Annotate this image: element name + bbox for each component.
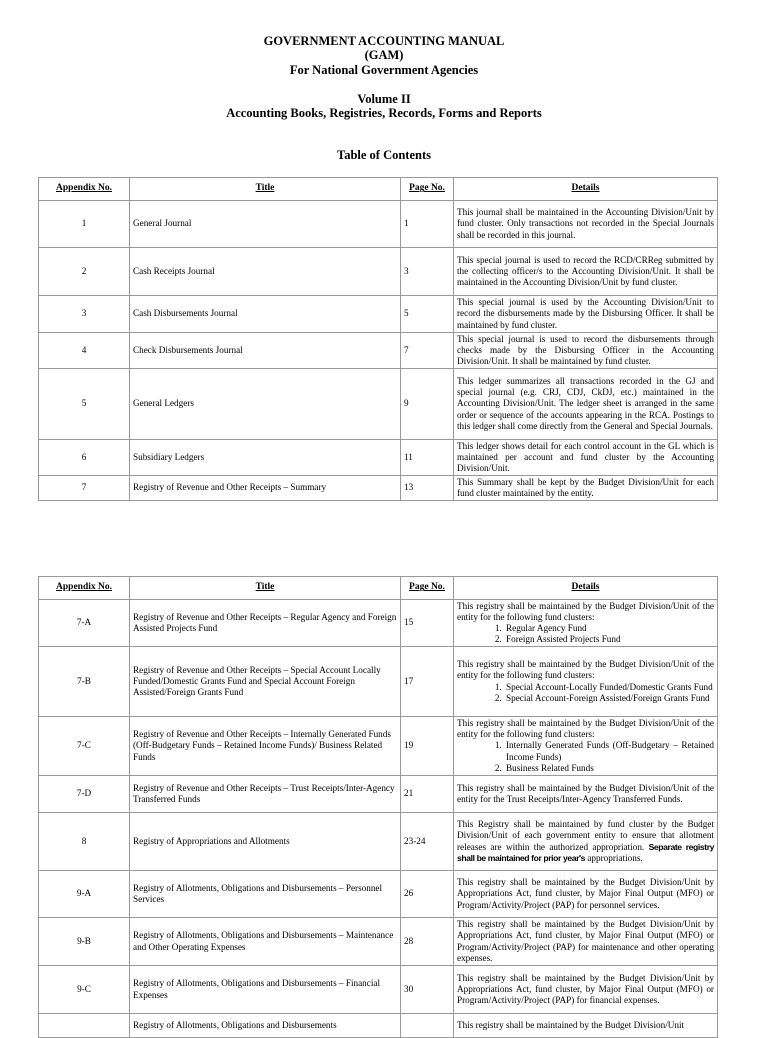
details-text: This registry shall be maintained by the Budget Division/Unit of the entity for the following fund clusters: [457, 659, 714, 681]
table-row [39, 476, 718, 501]
details-text: This registry shall be maintained by the Budget Division/Unit of the entity for the following fund clusters: [457, 717, 714, 740]
details-note: Separate registry shall be maintained for prior year's [457, 841, 715, 863]
fund-cluster-list [457, 623, 714, 645]
appendix-no: 7-C [39, 717, 130, 776]
entry-details: This ledger summarizes all transactions recorded in the GJ and special journal (e.g. CRJ, CDJ, CkDJ, etc.) maintained in the Accounting Division/Unit. The ledger sheet is arranged in the same order or sequence of the accounts appearing in the RCA. Postings to this ledger shall come directly from the General and Special Journals. [454, 369, 718, 440]
manual-abbreviation: (GAM) [364, 48, 404, 62]
list-item: 2. Business Related Funds [504, 763, 714, 774]
table-row [39, 918, 718, 966]
page-no: 15 [401, 600, 454, 647]
entry-title: Subsidiary Ledgers [130, 440, 401, 476]
entry-details [454, 813, 718, 871]
appendix-no: 7-A [39, 600, 130, 647]
entry-title: Registry of Allotments, Obligations and Disbursements – Personnel Services [130, 871, 401, 918]
page-no: 9 [401, 369, 454, 440]
table-row [39, 440, 718, 476]
page-no: 3 [401, 248, 454, 296]
col-header-title: Title [130, 178, 401, 201]
col-header-appendix: Appendix No. [39, 577, 130, 600]
appendix-no: 8 [39, 813, 130, 871]
page-no: 30 [401, 966, 454, 1014]
col-header-page: Page No. [401, 178, 454, 201]
entry-title: Registry of Revenue and Other Receipts – Internally Generated Funds (Off-Budgetary Funds – Retained Income Funds)/ Business Related Funds [130, 717, 401, 776]
list-item: 1. Internally Generated Funds (Off-Budgetary – Retained Income Funds) [504, 740, 714, 762]
details-text: This Registry shall be maintained by fund cluster by the Budget Division/Unit of each government entity to ensure that allotment releases are within the authorized appropriation. [457, 819, 714, 852]
entry-title: Registry of Allotments, Obligations and Disbursements – Maintenance and Other Operating Expenses [130, 918, 401, 966]
table-header-row [39, 577, 718, 600]
table-row [39, 248, 718, 296]
table-row [39, 776, 718, 813]
entry-title: Cash Disbursements Journal [130, 296, 401, 333]
volume-subtitle: Accounting Books, Registries, Records, Forms and Reports [226, 106, 542, 120]
details-text: This registry shall be maintained by the Budget Division/Unit of the entity for the following fund clusters: [457, 600, 714, 622]
entry-title: Registry of Revenue and Other Receipts – Special Account Locally Funded/Domestic Grants Fund and Special Account Foreign Assisted/Foreign Grants Fund [130, 647, 401, 717]
entry-details: This registry shall be maintained by the Budget Division/Unit [454, 1014, 718, 1038]
table-row [39, 201, 718, 248]
entry-details: This journal shall be maintained in the Accounting Division/Unit by fund cluster. Only transactions not recorded in the Special Journals shall be recorded in this journal. [454, 201, 718, 248]
appendix-no: 2 [39, 248, 130, 296]
page-no: 17 [401, 647, 454, 717]
page-no: 23-24 [401, 813, 454, 871]
entry-details [454, 647, 718, 717]
page-no [401, 1014, 454, 1038]
entry-details: This special journal is used by the Accounting Division/Unit to record the disbursements made by the Disbursing Officer. It shall be maintained by fund cluster. [454, 296, 718, 333]
entry-details [454, 717, 718, 776]
list-item: 1. Special Account-Locally Funded/Domestic Grants Fund [504, 682, 714, 693]
toc-title: Table of Contents [337, 148, 431, 162]
entry-title: Registry of Allotments, Obligations and Disbursements [130, 1014, 401, 1038]
col-header-page: Page No. [401, 577, 454, 600]
entry-details: This ledger shows detail for each control account in the GL which is maintained per account and fund cluster by the Accounting Division/Unit. [454, 440, 718, 476]
details-tail: appropriations. [587, 852, 643, 863]
appendix-no: 9-B [39, 918, 130, 966]
appendix-no: 9-A [39, 871, 130, 918]
appendix-no: 7-D [39, 776, 130, 813]
fund-cluster-list [457, 682, 714, 704]
table-row [39, 369, 718, 440]
entry-details: This registry shall be maintained by the Budget Division/Unit by Appropriations Act, fund cluster, by Major Final Output (MFO) or Program/Activity/Project (PAP) for financial expenses. [454, 966, 718, 1014]
entry-details: This registry shall be maintained by the Budget Division/Unit by Appropriations Act, fund cluster, by Major Final Output (MFO) or Program/Activity/Project (PAP) for personnel services. [454, 871, 718, 918]
page-no: 19 [401, 717, 454, 776]
page-no: 1 [401, 201, 454, 248]
col-header-details: Details [454, 178, 718, 201]
list-item: 1. Regular Agency Fund [504, 623, 714, 634]
entry-title: Registry of Revenue and Other Receipts – Regular Agency and Foreign Assisted Projects Fund [130, 600, 401, 647]
entry-details [454, 600, 718, 647]
entry-title: Registry of Revenue and Other Receipts – Trust Receipts/Inter-Agency Transferred Funds [130, 776, 401, 813]
entry-title: General Journal [130, 201, 401, 248]
table-row [39, 647, 718, 717]
volume-label: Volume II [357, 92, 411, 106]
col-header-details: Details [454, 577, 718, 600]
entry-title: General Ledgers [130, 369, 401, 440]
entry-title: Registry of Appropriations and Allotments [130, 813, 401, 871]
appendix-no [39, 1014, 130, 1038]
appendix-no: 7-B [39, 647, 130, 717]
entry-title: Cash Receipts Journal [130, 248, 401, 296]
col-header-appendix: Appendix No. [39, 178, 130, 201]
entry-title: Registry of Allotments, Obligations and Disbursements – Financial Expenses [130, 966, 401, 1014]
entry-details: This special journal is used to record the RCD/CRReg submitted by the collecting officer/s to the Accounting Division/Unit. It shall be maintained in the Accounting Division/Unit by fund cluster. [454, 248, 718, 296]
appendix-no: 6 [39, 440, 130, 476]
page-no: 7 [401, 333, 454, 369]
appendix-no: 9-C [39, 966, 130, 1014]
appendix-no: 7 [39, 476, 130, 501]
appendix-no: 3 [39, 296, 130, 333]
table-row [39, 813, 718, 871]
page-no: 26 [401, 871, 454, 918]
entry-details: This registry shall be maintained by the Budget Division/Unit by Appropriations Act, fund cluster, by Major Final Output (MFO) or Program/Activity/Project (PAP) for maintenance and other operating expenses. [454, 918, 718, 966]
entry-title: Check Disbursements Journal [130, 333, 401, 369]
col-header-title: Title [130, 577, 401, 600]
table-row [39, 600, 718, 647]
entry-details: This Summary shall be kept by the Budget Division/Unit for each fund cluster maintained by the entity. [454, 476, 718, 501]
manual-title: GOVERNMENT ACCOUNTING MANUAL [263, 34, 505, 48]
toc-table-2 [38, 576, 718, 1038]
entry-title: Registry of Revenue and Other Receipts – Summary [130, 476, 401, 501]
page-no: 13 [401, 476, 454, 501]
table-header-row [39, 178, 718, 201]
page-no: 21 [401, 776, 454, 813]
toc-table-1 [38, 177, 718, 501]
appendix-no: 4 [39, 333, 130, 369]
table-row [39, 966, 718, 1014]
page-no: 11 [401, 440, 454, 476]
table-row [39, 296, 718, 333]
manual-scope: For National Government Agencies [289, 63, 479, 77]
table-row [39, 871, 718, 918]
entry-details: This special journal is used to record the disbursements through checks made by the Disbursing Officer in the Accounting Division/Unit. It shall be maintained by fund cluster. [454, 333, 718, 369]
table-row [39, 717, 718, 776]
appendix-no: 5 [39, 369, 130, 440]
table-row [39, 1014, 718, 1038]
fund-cluster-list [457, 740, 714, 774]
appendix-no: 1 [39, 201, 130, 248]
list-item: 2. Special Account-Foreign Assisted/Foreign Grants Fund [504, 693, 714, 704]
entry-details: This registry shall be maintained by the Budget Division/Unit of the entity for the Trust Receipts/Inter-Agency Transferred Funds. [454, 776, 718, 813]
table-row [39, 333, 718, 369]
page-no: 28 [401, 918, 454, 966]
page-no: 5 [401, 296, 454, 333]
list-item: 2. Foreign Assisted Projects Fund [504, 634, 714, 645]
